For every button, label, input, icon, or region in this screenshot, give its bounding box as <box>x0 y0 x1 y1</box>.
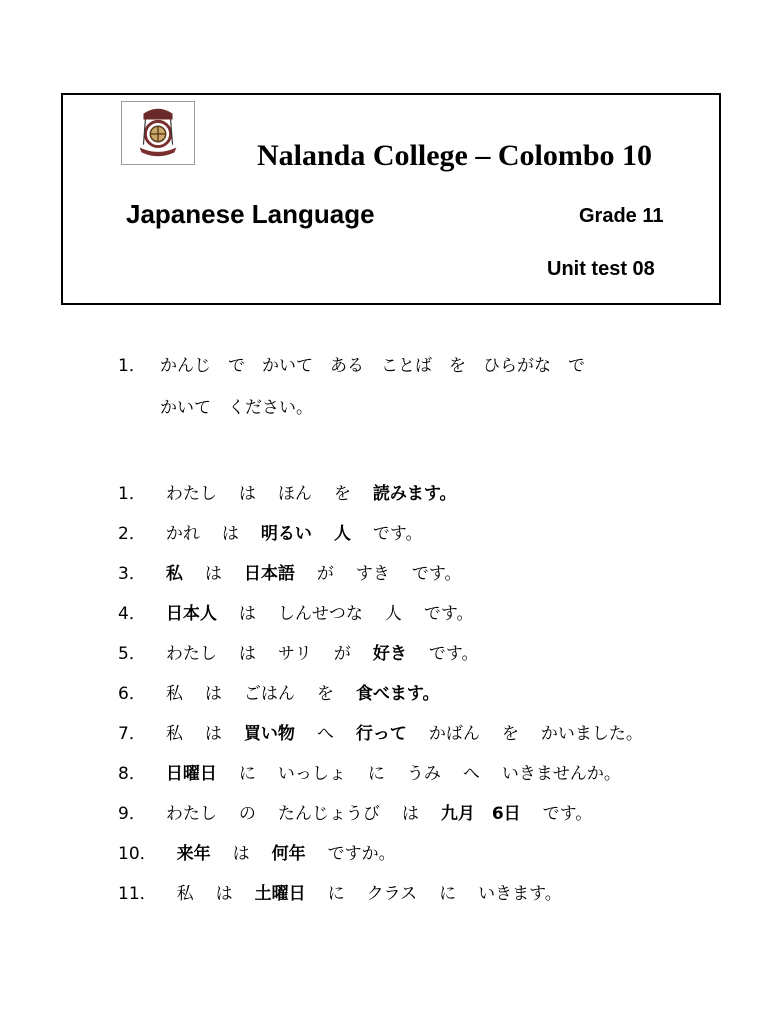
kanji-word: 何年 <box>271 844 306 864</box>
question-word: へ <box>462 764 480 784</box>
question-number: 7． <box>118 724 146 744</box>
question-word: わたし <box>165 644 217 664</box>
kanji-word: 日本語 <box>243 564 295 584</box>
question-word: すき <box>355 564 390 584</box>
kanji-word: 明るい <box>260 524 312 544</box>
question-word: 私 <box>165 684 183 704</box>
kanji-word: 好き <box>372 644 407 664</box>
question-word: は <box>232 844 250 864</box>
question-item <box>118 478 738 518</box>
question-word: を <box>316 684 334 704</box>
kanji-word: 食べます。 <box>355 684 440 704</box>
question-word: サリ <box>277 644 312 664</box>
question-word: に <box>367 764 385 784</box>
question-word: わたし <box>165 804 217 824</box>
question-word: いきませんか。 <box>501 764 621 784</box>
kanji-word: 日曜日 <box>165 764 217 784</box>
kanji-word: 買い物 <box>243 724 295 744</box>
question-word: です。 <box>423 604 474 624</box>
question-item <box>118 518 738 558</box>
question-word: 私 <box>176 884 194 904</box>
question-word: ですか。 <box>327 844 396 864</box>
question-word: は <box>204 564 222 584</box>
question-word: を <box>333 484 351 504</box>
question-word: の <box>238 804 256 824</box>
question-number: 11． <box>118 884 157 904</box>
question-item <box>118 838 738 878</box>
crest-icon <box>122 102 194 164</box>
question-word: は <box>215 884 233 904</box>
question-number: 8． <box>118 764 146 784</box>
question-word: に <box>327 884 345 904</box>
question-number: 3． <box>118 564 146 584</box>
question-item <box>118 758 738 798</box>
instruction <box>118 345 698 429</box>
question-item <box>118 678 738 718</box>
question-word: です。 <box>411 564 462 584</box>
question-number: 4． <box>118 604 146 624</box>
kanji-word: 日本人 <box>165 604 217 624</box>
question-word: 私 <box>165 724 183 744</box>
question-word: へ <box>316 724 334 744</box>
question-word: です。 <box>542 804 593 824</box>
kanji-word: 来年 <box>176 844 211 864</box>
question-word: クラス <box>366 884 418 904</box>
header-box <box>61 93 721 305</box>
question-list <box>118 478 738 918</box>
question-word: が <box>333 644 351 664</box>
kanji-word: 人 <box>333 524 351 544</box>
question-word: かれ <box>165 524 200 544</box>
question-word: は <box>221 524 239 544</box>
school-crest-logo <box>121 101 195 165</box>
question-word: いきます。 <box>478 884 562 904</box>
question-word: は <box>238 484 256 504</box>
kanji-word: 九月 6日 <box>440 804 521 824</box>
question-word: ほん <box>277 484 312 504</box>
question-item <box>118 598 738 638</box>
grade-label: Grade 11 <box>579 205 664 227</box>
question-word: かいました。 <box>540 724 643 744</box>
unit-test-label: Unit test 08 <box>547 258 655 280</box>
question-word: わたし <box>165 484 217 504</box>
instruction-line-1: かんじ で かいて ある ことば を ひらがな で <box>160 356 585 376</box>
question-number: 5． <box>118 644 146 664</box>
question-word: に <box>238 764 256 784</box>
question-word: は <box>238 644 256 664</box>
question-number: 2． <box>118 524 146 544</box>
kanji-word: 私 <box>165 564 183 584</box>
kanji-word: 読みます。 <box>372 484 457 504</box>
question-word: です。 <box>428 644 479 664</box>
instruction-number: 1． <box>118 356 146 376</box>
question-word: に <box>439 884 457 904</box>
subject-title: Japanese Language <box>126 199 375 229</box>
question-item <box>118 558 738 598</box>
question-word: は <box>204 724 222 744</box>
question-word: は <box>401 804 419 824</box>
question-word: たんじょうび <box>277 804 380 824</box>
question-number: 6． <box>118 684 146 704</box>
question-word: です。 <box>372 524 423 544</box>
question-word: かばん <box>428 724 480 744</box>
question-word: しんせつな <box>277 604 363 624</box>
question-number: 1． <box>118 484 146 504</box>
question-word: は <box>204 684 222 704</box>
question-word: いっしょ <box>277 764 346 784</box>
kanji-word: 土曜日 <box>254 884 306 904</box>
kanji-word: 行って <box>355 724 407 744</box>
college-name: Nalanda College – Colombo 10 <box>257 139 653 172</box>
question-word: を <box>501 724 519 744</box>
question-item <box>118 638 738 678</box>
question-word: が <box>316 564 334 584</box>
question-word: は <box>238 604 256 624</box>
question-number: 10． <box>118 844 157 864</box>
question-number: 9． <box>118 804 146 824</box>
question-item <box>118 878 738 918</box>
question-item <box>118 798 738 838</box>
question-word: ごはん <box>243 684 295 704</box>
question-word: 人 <box>384 604 402 624</box>
question-word: うみ <box>406 764 441 784</box>
instruction-line-2: かいて ください。 <box>160 398 313 418</box>
question-item <box>118 718 738 758</box>
